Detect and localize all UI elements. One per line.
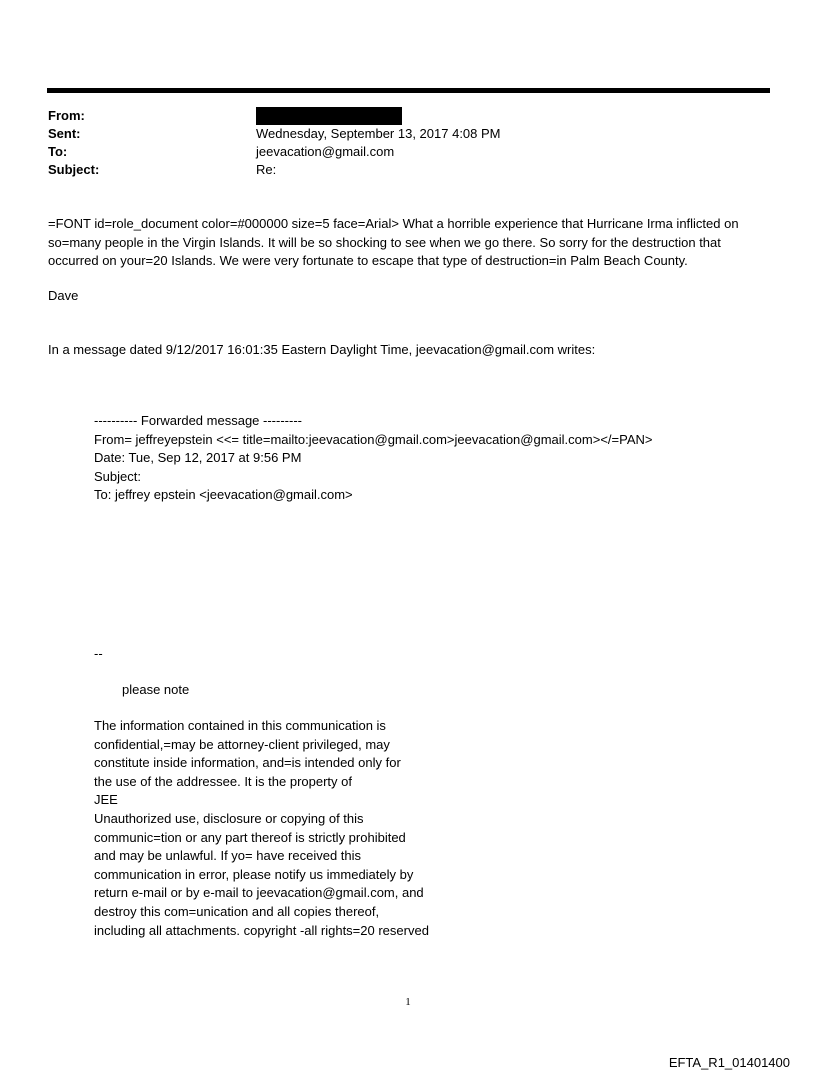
disclaimer-line: communication in error, please notify us immediately by: [94, 866, 414, 882]
document-id: EFTA_R1_01401400: [668, 1055, 790, 1070]
signature-name: Dave: [48, 288, 79, 303]
header-rule: [47, 88, 770, 93]
to-value: jeevacation@gmail.com: [256, 144, 395, 159]
to-label: To:: [48, 144, 68, 159]
sent-value: Wednesday, September 13, 2017 4:08 PM: [256, 126, 501, 141]
subject-label: Subject:: [48, 162, 100, 177]
sent-label: Sent:: [48, 126, 81, 141]
disclaimer-line: return e-mail or by e-mail to jeevacation@gmail.com, and: [94, 885, 424, 901]
disclaimer-line: the use of the addressee. It is the property of: [94, 773, 352, 789]
disclaimer-line: communic=tion or any part thereof is strictly prohibited: [94, 829, 406, 845]
please-note: please note: [122, 682, 190, 697]
paragraph-line: occurred on your=20 Islands. We were very fortunate to escape that type of destruction=in Palm Beach County.: [48, 253, 688, 268]
redacted-sender-block: [256, 107, 402, 125]
from-label: From:: [48, 108, 85, 123]
disclaimer-line: confidential,=may be attorney-client privileged, may: [94, 736, 390, 752]
message-paragraph: [48, 215, 778, 271]
forwarded-message-header: [94, 412, 734, 505]
disclaimer-line: destroy this com=unication and all copies thereof,: [94, 903, 380, 919]
paragraph-line: =FONT id=role_document color=#000000 size=5 face=Arial> What a horrible experience that Hurricane Irma inflicted on: [48, 216, 739, 231]
disclaimer-line: Unauthorized use, disclosure or copying of this: [94, 810, 364, 826]
quote-intro: In a message dated 9/12/2017 16:01:35 Eastern Daylight Time, jeevacation@gmail.com writes:: [48, 342, 596, 357]
disclaimer-line: constitute inside information, and=is intended only for: [94, 755, 401, 771]
forwarded-from: From= jeffreyepstein <<= title=mailto:jeevacation@gmail.com>jeevacation@gmail.com></=PAN>: [94, 431, 653, 447]
forwarded-to: To: jeffrey epstein <jeevacation@gmail.com>: [94, 487, 353, 502]
disclaimer-line: JEE: [94, 792, 118, 808]
paragraph-line: so=many people in the Virgin Islands. It will be so shocking to see when we go there. So sorry for the destruction that: [48, 234, 721, 250]
forwarded-separator: ---------- Forwarded message ---------: [94, 413, 302, 428]
forwarded-subject: Subject:: [94, 468, 141, 484]
subject-value: Re:: [256, 162, 277, 177]
disclaimer-line: and may be unlawful. If yo= have received this: [94, 848, 362, 864]
confidentiality-disclaimer: [94, 717, 514, 940]
signature-dashes: --: [94, 646, 103, 661]
disclaimer-line: including all attachments. copyright -all rights=20 reserved: [94, 922, 429, 938]
disclaimer-line: The information contained in this communication is: [94, 718, 386, 733]
page-number: 1: [405, 996, 411, 1008]
forwarded-date: Date: Tue, Sep 12, 2017 at 9:56 PM: [94, 450, 302, 465]
